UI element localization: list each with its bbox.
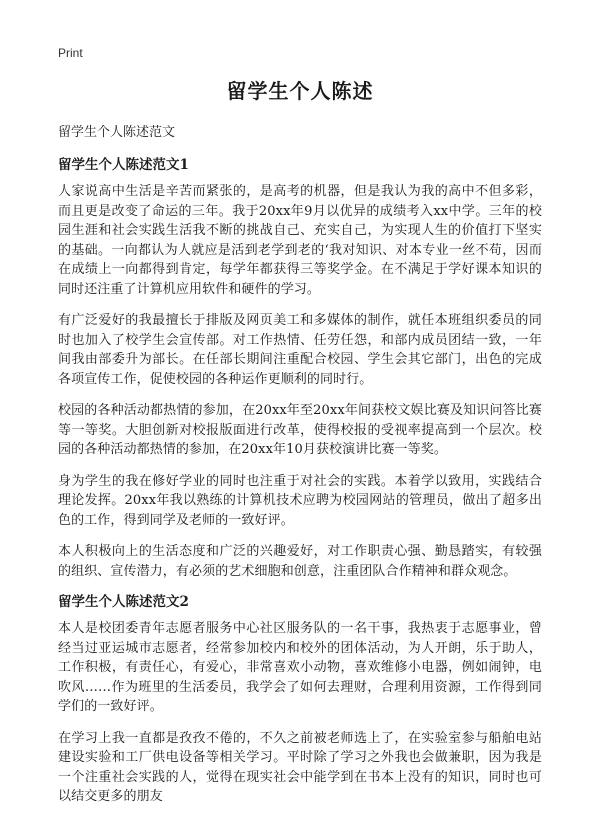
section-heading: 留学生个人陈述范文1 <box>58 157 189 173</box>
paragraph: 本人是校团委青年志愿者服务中心社区服务队的一名干事，我热衷于志愿事业，曾经当过亚运城市志愿者，经常参加校内和校外的团体活动，为人开朗，乐于助人，工作积极，有责任心，有爱心，非常喜欢小动物，喜欢维修小电器，例如闹钟，电吹风……作为班里的生活委员，我学会了如何去理财，合理利用资源，工作得到同学们的一致好评。 <box>58 621 542 714</box>
section-heading: 留学生个人陈述范文2 <box>58 594 189 610</box>
print-link[interactable]: Print <box>58 46 83 60</box>
paragraph: 本人积极向上的生活态度和广泛的兴趣爱好，对工作职责心强、勤恳踏实，有较强的组织、宣传潜力，有必须的艺术细胞和创意，注重团队合作精神和群众观念。 <box>58 544 542 579</box>
paragraph: 在学习上我一直都是孜孜不倦的，不久之前被老师选上了，在实验室参与船舶电站建设实验和工厂供电设备等相关学习。平时除了学习之外我也会做兼职，因为我是一个注重社会实践的人，觉得在现实社会中能学到在书本上没有的知识，同时也可以结交更多的朋友 <box>58 730 542 804</box>
paragraph: 身为学生的我在修好学业的同时也注重于对社会的实践。本着学以致用，实践结合理论发挥。20xx年我以熟练的计算机技术应聘为校园网站的管理员，做出了超多出色的工作，得到同学及老师的一致好评。 <box>58 473 542 528</box>
page-title: 留学生个人陈述 <box>226 79 374 103</box>
essay-section-2 <box>58 593 542 807</box>
essay-section-1 <box>58 156 542 581</box>
document-subtitle: 留学生个人陈述范文 <box>58 125 176 140</box>
paragraph: 校园的各种活动都热情的参加，在20xx年至20xx年间获校文娱比赛及知识问答比赛等一等奖。大胆创新对校报版面进行改革，使得校报的受视率提高到一个层次。校园的各种活动都热情的参加，在20xx年10月获校演讲比赛一等奖。 <box>58 403 542 457</box>
paragraph: 人家说高中生活是辛苦而紧张的，是高考的机器，但是我认为我的高中不但多彩，而且更是改变了命运的三年。我于20xx年9月以优异的成绩考入xx中学。三年的校园生涯和社会实践生活我不断的挑战自己、充实自己，为实现人生的价值打下坚实的基础。一向都认为人就应是活到老学到老的‘我对知识、对本专业一丝不苟，因而在成绩上一向都得到肯定，每学年都获得三等奖学金。在不满足于学好课本知识的同时还注重了计算机应用软件和硬件的学习。 <box>58 184 542 297</box>
paragraph: 有广泛爱好的我最擅长于排版及网页美工和多媒体的制作，就任本班组织委员的同时也加入了校学生会宣传部。对工作热情、任劳任怨，和部内成员团结一致，一年间我由部委升为部长。在任部长期间注重配合校园、学生会其它部门，出色的完成各项宣传工作，促使校园的各种运作更顺利的同时行。 <box>58 313 542 387</box>
